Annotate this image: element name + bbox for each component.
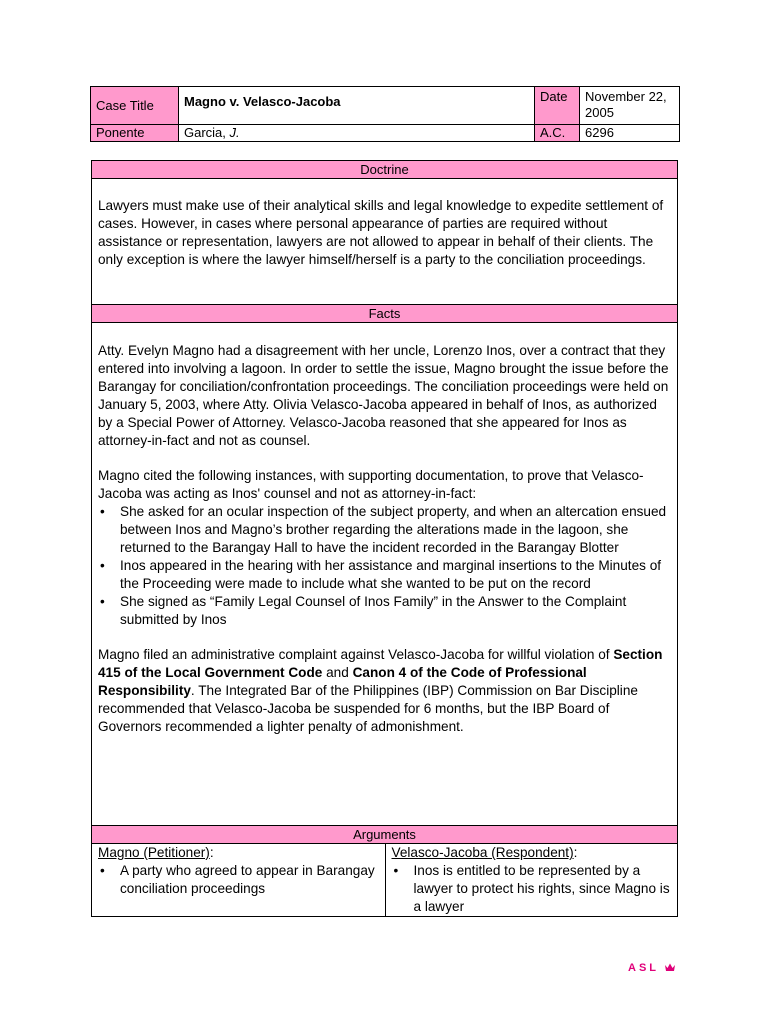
facts-paragraph-3 — [98, 646, 669, 736]
doctrine-text: Lawyers must make use of their analytical skills and legal knowledge to expedite settlement of cases. However, in cases where personal appearance of parties are required without assistance or representation, lawyers are not allowed to appear in behalf of their clients. The only exception is where the lawyer himself/herself is a party to the conciliation proceedings. — [98, 198, 664, 267]
petitioner-title-text: Magno (Petitioner) — [98, 845, 210, 860]
facts-paragraph-1: Atty. Evelyn Magno had a disagreement with her uncle, Lorenzo Inos, over a contract that they entered into involving a lagoon. In order to settle the issue, Magno brought the issue before the Barangay for conciliation/confrontation proceedings. The conciliation proceedings were held on January 5, 2003, where Atty. Olivia Velasco-Jacoba appeared in behalf of Inos, as authorized by a Special Power of Attorney. Velasco-Jacoba reasoned that she appeared for Inos as attorney-in-fact and not as counsel. — [98, 343, 669, 448]
doctrine-heading: Doctrine — [92, 161, 677, 179]
doctrine-section — [91, 160, 678, 305]
crown-icon — [665, 962, 675, 974]
asl-logo — [628, 962, 675, 974]
respondent-list — [392, 862, 672, 916]
date-value: November 22, 2005 — [580, 87, 680, 125]
p3-text-a: Magno filed an administrative complaint against Velasco-Jacoba for willful violation of — [98, 647, 614, 662]
facts-bullet-list — [98, 503, 669, 629]
ac-label: A.C. — [535, 125, 580, 142]
date-label: Date — [535, 87, 580, 125]
case-header-table — [90, 86, 680, 142]
p3-text-b: and — [322, 665, 353, 680]
petitioner-column — [92, 844, 385, 917]
p3-bold-1: Section 415 of the Local Government Code — [98, 647, 663, 680]
facts-section — [91, 304, 678, 826]
list-item: • Inos appeared in the hearing with her assistance and marginal insertions to the Minutes of the Proceeding were made to include what she wanted to be put on the record — [98, 557, 669, 593]
list-item: • She asked for an ocular inspection of the subject property, and when an altercation ensued between Inos and Magno’s brother regarding the alterations made in the lagoon, she returned to the Barangay Hall to have the incident recorded in the Barangay Blotter — [98, 503, 669, 557]
respondent-title: Velasco-Jacoba (Respondent): — [391, 845, 578, 860]
arguments-grid — [92, 844, 677, 917]
petitioner-list — [98, 862, 379, 898]
logo-text: ASL — [628, 962, 659, 974]
ac-value: 6296 — [580, 125, 680, 142]
p3-bold-2: Canon 4 of the Code of Professional Responsibility — [98, 665, 587, 698]
ponente-label: Ponente — [91, 125, 179, 142]
facts-heading: Facts — [92, 305, 677, 323]
case-title: Magno v. Velasco-Jacoba — [179, 87, 535, 125]
ponente-text: Garcia, J. — [184, 125, 240, 140]
ponente-value — [179, 125, 535, 142]
doctrine-body — [92, 179, 677, 269]
list-item: • She signed as “Family Legal Counsel of Inos Family” in the Answer to the Complaint submitted by Inos — [98, 593, 669, 629]
arguments-section — [91, 825, 678, 917]
case-title-label: Case Title — [91, 87, 179, 125]
respondent-column — [385, 844, 678, 917]
p3-text-c: . The Integrated Bar of the Philippines (IBP) Commission on Bar Discipline recommended that Velasco-Jacoba be suspended for 6 months, but the IBP Board of Governors recommended a lighter penalty of admonishment. — [98, 683, 638, 734]
petitioner-title: Magno (Petitioner): — [98, 845, 214, 860]
list-item: • Inos is entitled to be represented by a lawyer to protect his rights, since Magno is a lawyer — [392, 862, 672, 916]
facts-body — [92, 323, 677, 736]
facts-paragraph-2: Magno cited the following instances, with supporting documentation, to prove that Velasco-Jacoba was acting as Inos' counsel and not as attorney-in-fact: — [98, 468, 644, 501]
list-item: • A party who agreed to appear in Barangay conciliation proceedings — [98, 862, 379, 898]
respondent-title-text: Velasco-Jacoba (Respondent) — [391, 845, 574, 860]
arguments-heading: Arguments — [92, 826, 677, 844]
